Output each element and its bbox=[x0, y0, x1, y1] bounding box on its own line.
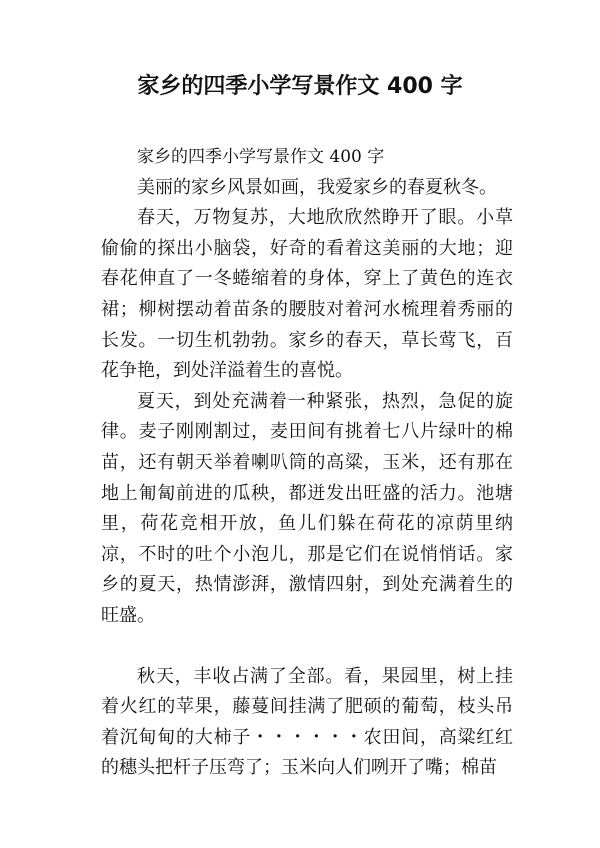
paragraph-autumn: 秋天，丰收占满了全部。看，果园里，树上挂着火红的苹果，藤蔓间挂满了肥硕的葡萄，枝头吊着沉甸甸的大柿子・・・・・・农田间，高粱红红的穗头把杆子压弯了；玉米向人们咧开了嘴；棉苗 bbox=[101, 665, 513, 779]
paragraph-intro: 美丽的家乡风景如画，我爱家乡的春夏秋冬。 bbox=[137, 176, 497, 198]
paragraph-subtitle: 家乡的四季小学写景作文 400 字 bbox=[137, 147, 385, 167]
paragraph-spring: 春天，万物复苏，大地欣欣然睁开了眼。小草偷偷的探出小脑袋，好奇的看着这美丽的大地；迎春花伸直了一冬蜷缩着的身体，穿上了黄色的连衣裙；柳树摆动着苗条的腰肢对着河水梳理着秀丽的长发。一切生机勃勃。家乡的春天，草长莺飞，百花争艳，到处洋溢着生的喜悦。 bbox=[101, 207, 513, 382]
document-title: 家乡的四季小学写景作文 400 字 bbox=[137, 74, 463, 99]
paragraph-summer: 夏天，到处充满着一种紧张，热烈，急促的旋律。麦子刚刚割过，麦田间有挑着七八片绿叶的棉苗，还有朝天举着喇叭筒的高粱，玉米，还有那在地上匍匐前进的瓜秧，都迸发出旺盛的活力。池塘里，荷花竞相开放，鱼儿们躲在荷花的凉荫里纳凉，不时的吐个小泡儿，那是它们在说悄悄话。家乡的夏天，热情澎湃，激情四射，到处充满着生的旺盛。 bbox=[101, 390, 513, 626]
document-body bbox=[101, 142, 513, 784]
